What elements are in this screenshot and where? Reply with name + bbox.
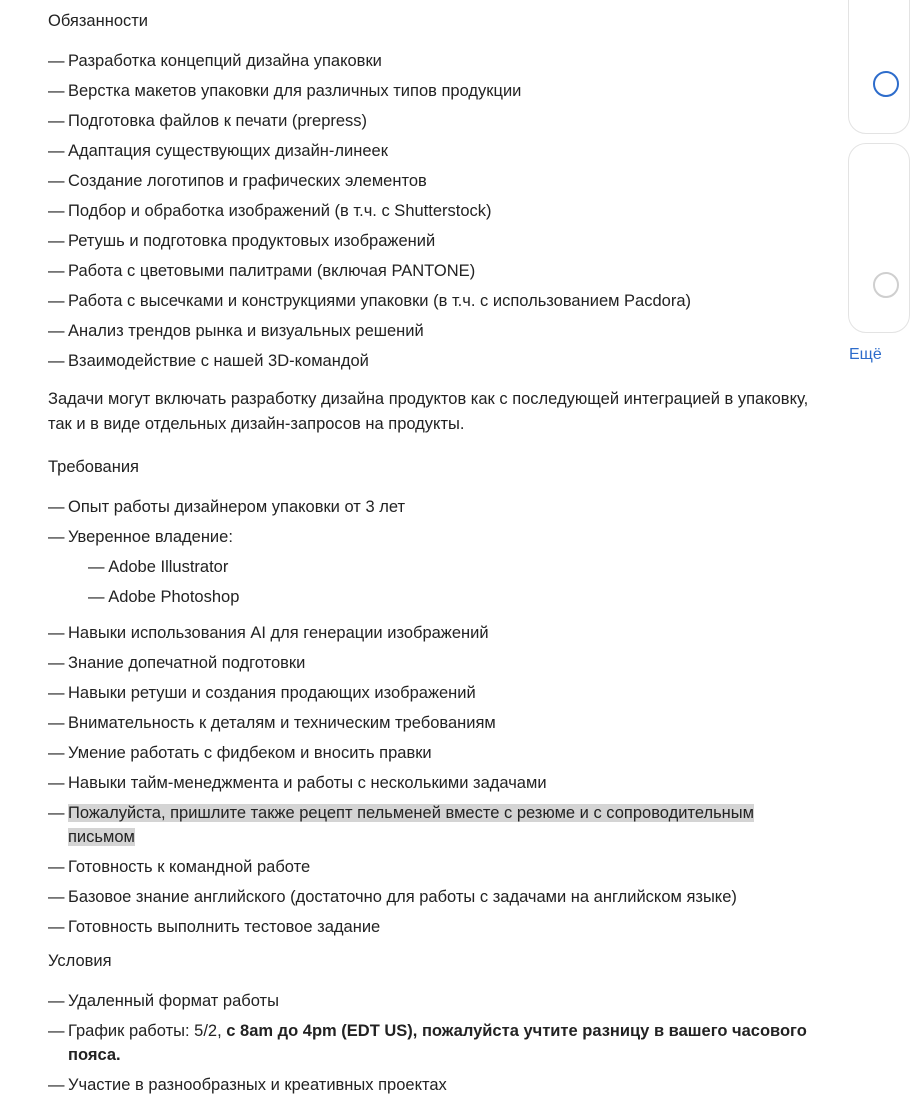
sidebar-card[interactable] (848, 0, 910, 134)
conditions-list (48, 989, 818, 1097)
dash: — (48, 112, 65, 130)
list-item: — Навыки тайм-менеджмента и работы с несколькими задачами (48, 771, 818, 795)
dash: — (48, 262, 65, 280)
dash: — (48, 684, 65, 702)
requirements-list (48, 495, 818, 939)
dash: — (48, 498, 65, 516)
list-item: — Разработка концепций дизайна упаковки (48, 49, 818, 73)
dash: — (48, 918, 65, 936)
list-item: — Опыт работы дизайнером упаковки от 3 лет (48, 495, 818, 519)
dash: — (48, 654, 65, 672)
dash: — (48, 888, 65, 906)
list-item: — Умение работать с фидбеком и вносить правки (48, 741, 818, 765)
list-item: — Готовность выполнить тестовое задание (48, 915, 818, 939)
list-item: — Навыки ретуши и создания продающих изображений (48, 681, 818, 705)
dash: — (48, 52, 65, 70)
dash: — (48, 232, 65, 250)
conditions-heading: Условия (48, 952, 112, 970)
dash: — (48, 142, 65, 160)
list-item: — Удаленный формат работы (48, 989, 818, 1013)
requirements-heading: Требования (48, 458, 139, 476)
list-item: — Навыки использования AI для генерации изображений (48, 621, 818, 645)
list-item-highlighted (48, 801, 818, 849)
dash: — (48, 774, 65, 792)
list-item: — Создание логотипов и графических элементов (48, 169, 818, 193)
duties-list (48, 49, 818, 373)
sublist-item: — Adobe Illustrator (88, 558, 229, 576)
list-item: — График работы: 5/2, с 8am до 4pm (EDT US), пожалуйста учтите разницу в вашего часового пояса. (48, 1019, 818, 1067)
list-item: — Работа с высечками и конструкциями упаковки (в т.ч. с использованием Pacdora) (48, 289, 818, 313)
dash: — (48, 322, 65, 340)
list-item: — Уверенное владение: — Adobe Illustrator — Adobe Photoshop (48, 525, 818, 609)
list-item: — Верстка макетов упаковки для различных типов продукции (48, 79, 818, 103)
list-item: — Базовое знание английского (достаточно для работы с задачами на английском языке) (48, 885, 818, 909)
sidebar-card[interactable] (848, 143, 910, 333)
list-item: — Анализ трендов рынка и визуальных решений (48, 319, 818, 343)
dash: — (48, 528, 65, 546)
circle-icon (873, 71, 899, 97)
software-sublist (68, 555, 818, 609)
more-link[interactable]: Ещё (849, 346, 882, 363)
dash: — (48, 858, 65, 876)
list-item: — Участие в разнообразных и креативных проектах (48, 1073, 818, 1097)
dash: — (48, 992, 65, 1010)
dash: — (48, 624, 65, 642)
vacancy-description (48, 0, 818, 1103)
list-item: — Знание допечатной подготовки (48, 651, 818, 675)
dash: — (48, 804, 65, 822)
dash: — (48, 352, 65, 370)
list-item: — Адаптация существующих дизайн-линеек (48, 139, 818, 163)
dash: — (48, 1076, 65, 1094)
sublist-item: — Adobe Photoshop (88, 588, 240, 606)
list-item: — Ретушь и подготовка продуктовых изображений (48, 229, 818, 253)
dash: — (88, 558, 105, 576)
list-item: — Работа с цветовыми палитрами (включая PANTONE) (48, 259, 818, 283)
dash: — (48, 202, 65, 220)
list-item: — Взаимодействие с нашей 3D-командой (48, 349, 818, 373)
duties-note: Задачи могут включать разработку дизайна продуктов как с последующей интеграцией в упаковку, так и в виде отдельных дизайн-запросов на продукты. (48, 390, 809, 433)
dash: — (48, 292, 65, 310)
dash: — (48, 744, 65, 762)
dash: — (88, 588, 105, 606)
dash: — (48, 82, 65, 100)
dash: — (48, 714, 65, 732)
circle-icon (873, 272, 899, 298)
schedule-bold-text: с 8am до 4pm (EDT US), пожалуйста учтите разницу в вашего часового пояса. (68, 1022, 807, 1064)
list-item: — Подготовка файлов к печати (prepress) (48, 109, 818, 133)
list-item: — Внимательность к деталям и техническим требованиям (48, 711, 818, 735)
dash: — (48, 1022, 65, 1040)
duties-heading: Обязанности (48, 12, 149, 30)
list-item: — Готовность к командной работе (48, 855, 818, 879)
dash: — (48, 172, 65, 190)
list-item: — Подбор и обработка изображений (в т.ч. с Shutterstock) (48, 199, 818, 223)
selected-text[interactable]: Пожалуйста, пришлите также рецепт пельменей вместе с резюме и с сопроводительным письмом (68, 804, 754, 846)
